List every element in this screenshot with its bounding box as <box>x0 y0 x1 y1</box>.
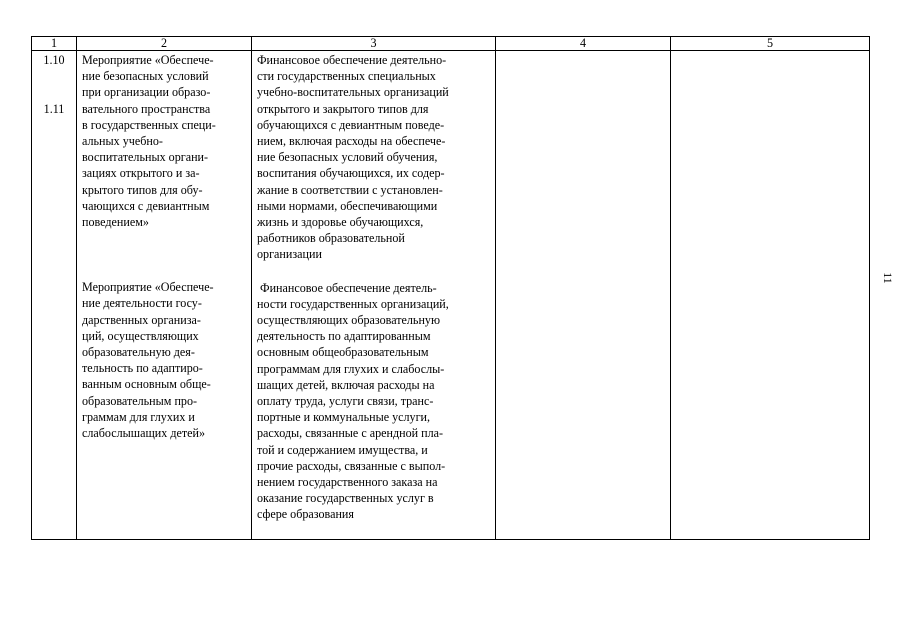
cell-event <box>77 51 252 540</box>
event-name: Мероприятие «Обеспече- ние безопасных условий при организации образо- вательного пространства в государственных специ- альных учебно- воспитательных органи- зациях открытого и за- крытого типов для обу- чающихся с девиантным поведением» <box>82 53 216 230</box>
cell-number <box>32 51 77 540</box>
column-5-value <box>671 51 869 52</box>
column-header-5: 5 <box>671 37 870 51</box>
row-number: 1.10 <box>43 53 65 67</box>
program-activities-table <box>31 36 870 540</box>
column-header-4: 4 <box>496 37 671 51</box>
column-header-3: 3 <box>252 37 496 51</box>
row-number: 1.11 <box>43 102 65 117</box>
column-4-value <box>496 51 670 52</box>
cell-description <box>252 51 496 540</box>
column-header-1: 1 <box>32 37 77 51</box>
event-description: Финансовое обеспечение деятель- ности государственных организаций, осуществляющих образовательную деятельность по адаптированным основным общеобразовательным программам для глухих и слабослы- шащих детей, включая расходы на оплату труда, услуги связи, транс- портные и коммунальные услуги, расходы, связанные с арендной пла- той и содержанием имущества, и прочие расходы, связанные с выпол- нением государственного заказа на оказание государственных услуг в сфере образования <box>257 280 449 522</box>
page-number: 11 <box>881 272 895 284</box>
table-row <box>32 51 870 540</box>
cell-column-5 <box>671 51 870 540</box>
cell-column-4 <box>496 51 671 540</box>
event-description: Финансовое обеспечение деятельно- сти государственных специальных учебно-воспитательных организаций открытого и закрытого типов для обучающихся с девиантным поведе- нием, включая расходы на обеспече- ние безопасных условий обучения, воспитания обучающихся, их содер- жание в соответствии с установлен- ными нормами, обеспечивающими жизнь и здоровье обучающихся, работников образовательной организации <box>257 53 449 262</box>
event-name: Мероприятие «Обеспече- ние деятельности госу- дарственных организа- ций, осуществляющих образовательную дея- тельность по адаптиро- ванным основным обще- образовательным про- граммам для глухих и слабослышащих детей» <box>82 280 214 441</box>
header-row <box>32 37 870 51</box>
column-header-2: 2 <box>77 37 252 51</box>
